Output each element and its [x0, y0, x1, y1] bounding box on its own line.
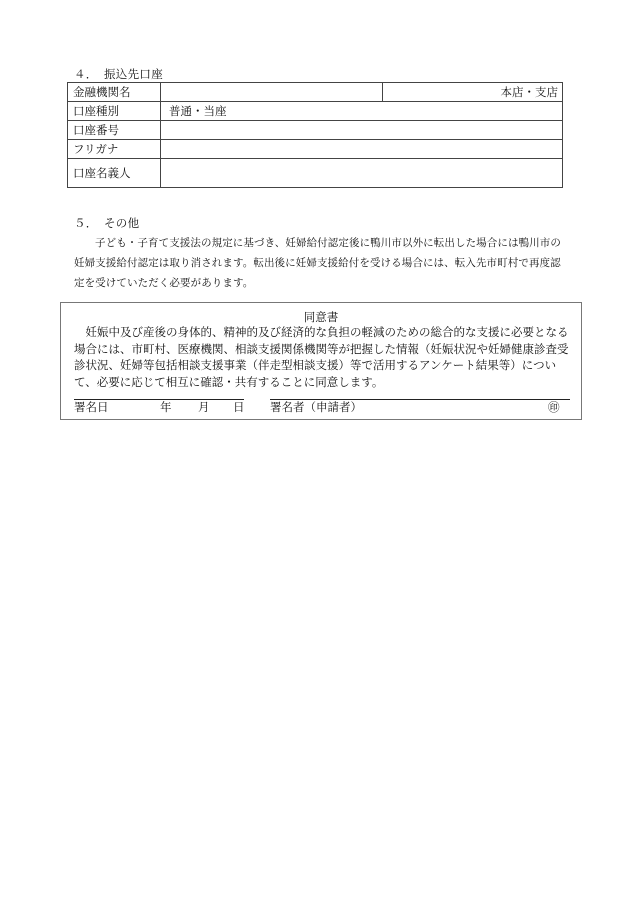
section-5-number: ５． [74, 216, 98, 230]
bank-name-row [68, 83, 563, 102]
signer-label: 署名者（申請者） [270, 400, 362, 414]
account-holder-row [68, 159, 563, 188]
account-type-label: 口座種別 [68, 102, 161, 121]
account-type-row [68, 102, 563, 121]
consent-body: 妊娠中及び産後の身体的、精神的及び経済的な負担の軽減のための総合的な支援に必要となる場合には、市町村、医療機関、相談支援関係機関等が把握した情報（妊娠状況や妊婦健康診査受診状況、妊婦等包括相談支援事業（伴走型相談支援）等で活用するアンケート結果等）について、必要に応じて相互に確認・共有することに同意します。 [74, 325, 569, 389]
section-5-body: 子ども・子育て支援法の規定に基づき、妊婦給付認定後に鴨川市以外に転出した場合には鴨川市の妊婦支援給付認定は取り消されます。転出後に妊婦支援給付を受ける場合には、転入先市町村で再度認定を受けていただく必要があります。 [74, 237, 561, 289]
furigana-label: フリガナ [68, 140, 161, 159]
furigana-input[interactable] [161, 140, 563, 159]
consent-title: 同意書 [303, 310, 339, 324]
sign-date-label: 署名日 [74, 400, 109, 414]
account-number-row [68, 121, 563, 140]
signature-line [74, 399, 570, 415]
consent-box [60, 302, 582, 420]
account-number-input[interactable] [161, 121, 563, 140]
section-4-title: 振込先口座 [104, 67, 163, 81]
signer-underline [270, 399, 570, 400]
sign-date-underline [74, 399, 244, 400]
section-4-number: ４． [74, 67, 98, 81]
sign-day-label: 日 [233, 400, 245, 414]
section-4-heading [74, 66, 163, 82]
sign-month-label: 月 [198, 400, 210, 414]
seal-mark: ㊞ [548, 400, 560, 414]
account-holder-label: 口座名義人 [68, 159, 161, 188]
bank-name-input[interactable] [161, 83, 383, 102]
branch-text[interactable]: 本店・支店 [383, 83, 563, 102]
section-5-heading [74, 215, 139, 231]
account-number-label: 口座番号 [68, 121, 161, 140]
furigana-row [68, 140, 563, 159]
sign-year-label: 年 [160, 400, 172, 414]
bank-name-label: 金融機関名 [68, 83, 161, 102]
account-type-value[interactable]: 普通・当座 [161, 102, 563, 121]
section-5-title: その他 [104, 216, 140, 230]
account-holder-input[interactable] [161, 159, 563, 188]
bank-account-table [67, 82, 563, 188]
